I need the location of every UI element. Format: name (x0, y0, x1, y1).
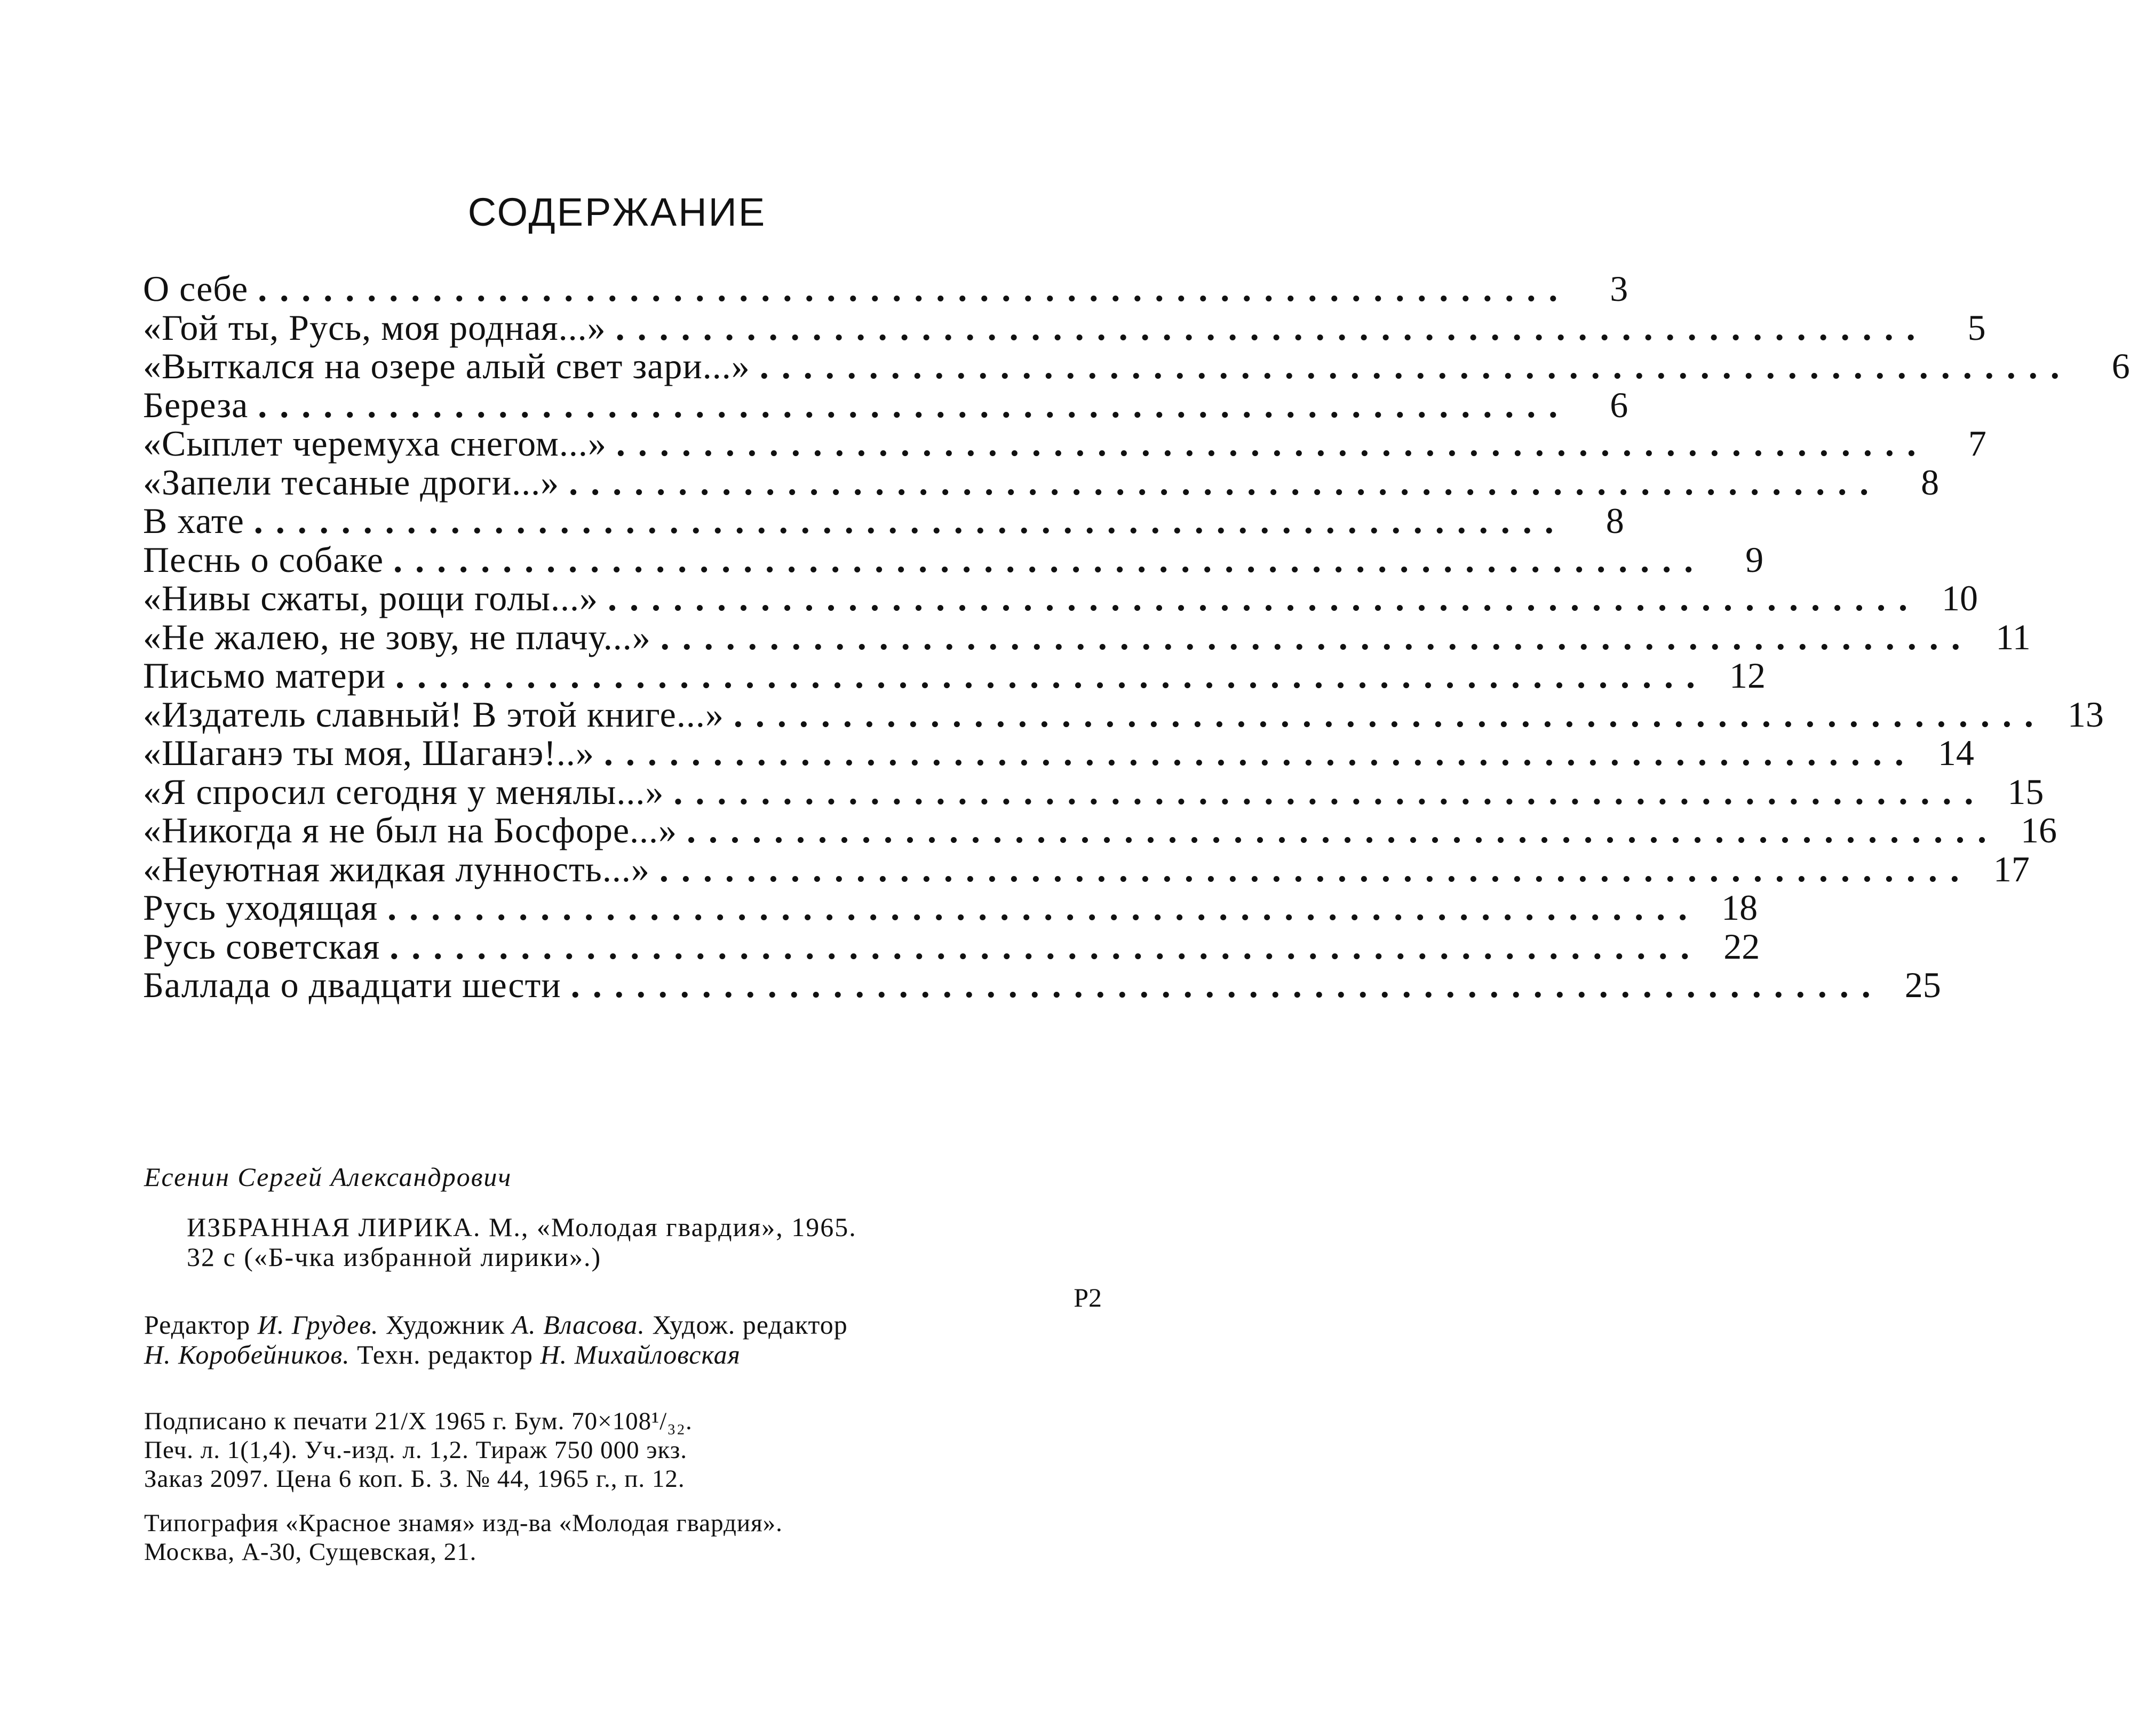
toc-entry-title: «Сыплет черемуха снегом...» (143, 423, 607, 464)
toc-dot-leader: ............................................................ (570, 965, 1883, 1005)
art-editor-name: Н. Коробейников. (144, 1340, 350, 1369)
toc-dot-leader: ............................................................ (395, 655, 1708, 696)
toc-entry-page: 13 (2067, 694, 2104, 735)
toc-entry-title: Песнь о собаке (143, 539, 384, 580)
print-info (144, 1407, 1104, 1493)
toc-entry-page: 8 (1921, 461, 1940, 503)
toc-entry-title: О себе (143, 268, 249, 309)
toc-dot-leader: ............................................................ (673, 771, 1986, 812)
toc-entry (143, 732, 1974, 773)
toc-dot-leader: ............................................................ (569, 461, 1882, 503)
toc-dot-leader: ............................................................ (607, 578, 1920, 618)
credits-line (144, 1310, 1104, 1340)
toc-entry-page: 16 (2021, 810, 2057, 850)
toc-entry-title: Русь советская (143, 926, 380, 967)
toc-entry-title: «Нивы сжаты, рощи голы...» (143, 578, 598, 618)
toc-entry-title: «Не жалею, не зову, не плачу...» (143, 616, 651, 657)
toc-entry-title: «Я спросил сегодня у менялы...» (143, 771, 664, 812)
toc-entry (143, 965, 1941, 1005)
tech-editor-name: Н. Михайловская (540, 1340, 741, 1369)
toc-entry-page: 5 (1967, 307, 1986, 348)
toc-entry (143, 307, 1986, 348)
toc-dot-leader: ............................................................ (393, 539, 1706, 580)
toc-dot-leader: ............................................................ (258, 384, 1571, 425)
credits (144, 1310, 1104, 1369)
toc-entry (143, 694, 2104, 735)
toc-entry-title: «Выткался на озере алый свет зари...» (143, 346, 750, 386)
toc-title: СОДЕРЖАНИЕ (467, 190, 767, 234)
bbk-code: Р2 (1074, 1283, 1102, 1312)
print-info-line: Подписано к печати 21/X 1965 г. Бум. 70×108¹/₃₂. (144, 1407, 693, 1435)
toc-entry-page: 6 (1610, 384, 1628, 425)
toc-entry-title: «Никогда я не был на Босфоре...» (143, 810, 677, 850)
editor-label: Редактор (144, 1310, 251, 1340)
print-info-line: Печ. л. 1(1,4). Уч.-изд. л. 1,2. Тираж 750 000 экз. (144, 1436, 688, 1464)
toc-entry (143, 384, 1628, 425)
toc-entry-title: Письмо матери (143, 655, 386, 696)
artist-label: Художник (386, 1310, 505, 1340)
press-info-line: Москва, А-30, Сущевская, 21. (144, 1538, 477, 1566)
book-description (187, 1212, 1094, 1272)
toc-entry-page: 10 (1941, 578, 1978, 618)
description-line: 32 с («Б-чка избранной лирики».) (187, 1242, 602, 1272)
toc-entry-page: 18 (1721, 887, 1758, 928)
toc-list (143, 268, 2130, 1005)
toc-dot-leader: ............................................................ (687, 810, 1999, 850)
description-line: ИЗБРАННАЯ ЛИРИКА. М., «Молодая гвардия», 1965. (187, 1212, 857, 1242)
toc-entry-page: 25 (1904, 965, 1941, 1005)
toc-entry-page: 12 (1729, 655, 1766, 696)
toc-dot-leader: ............................................................ (603, 732, 1917, 773)
art-editor-label: Худож. редактор (652, 1310, 848, 1340)
toc-entry-page: 3 (1610, 268, 1628, 309)
toc-entry-page: 9 (1745, 539, 1764, 580)
toc-dot-leader: ............................................................ (258, 268, 1571, 309)
toc-entry (143, 539, 1764, 580)
toc-entry (143, 926, 1760, 967)
credits-line (144, 1340, 1104, 1369)
toc-entry-title: Русь уходящая (143, 887, 378, 928)
toc-entry (143, 655, 1766, 696)
toc-entry-page: 8 (1606, 500, 1624, 541)
toc-dot-leader: ............................................................ (387, 887, 1700, 928)
toc-dot-leader: ............................................................ (733, 694, 2046, 735)
toc-entry (143, 500, 1624, 541)
toc-entry-page: 22 (1723, 926, 1760, 967)
press-info-line: Типография «Красное знамя» изд-ва «Молодая гвардия». (144, 1509, 783, 1537)
toc-entry-title: «Издатель славный! В этой книге...» (143, 694, 724, 735)
toc-entry-page: 14 (1937, 732, 1974, 773)
toc-entry (143, 810, 2057, 850)
toc-entry-page: 6 (2111, 346, 2130, 386)
toc-entry (143, 578, 1978, 618)
toc-entry (143, 268, 1628, 309)
toc-entry-title: «Гой ты, Русь, моя родная...» (143, 307, 606, 348)
toc-entry-title: Береза (143, 384, 249, 425)
toc-dot-leader: ............................................................ (390, 926, 1703, 967)
toc-entry-title: В хате (143, 500, 244, 541)
toc-entry-page: 7 (1968, 423, 1986, 464)
toc-entry (143, 616, 2031, 657)
tech-editor-label: Техн. редактор (357, 1340, 534, 1369)
toc-dot-leader: ............................................................ (659, 848, 1972, 889)
toc-entry (143, 423, 1986, 464)
toc-entry-page: 15 (2007, 771, 2044, 812)
artist-name: А. Власова. (512, 1310, 645, 1340)
toc-dot-leader: ............................................................ (253, 500, 1567, 541)
toc-entry (143, 461, 1940, 503)
toc-entry (143, 848, 2030, 889)
toc-entry-title: «Неуютная жидкая лунность...» (143, 848, 650, 889)
toc-entry-page: 17 (1993, 848, 2030, 889)
toc-entry (143, 346, 2130, 386)
toc-entry-title: «Шаганэ ты моя, Шаганэ!..» (143, 732, 594, 773)
print-info-line: Заказ 2097. Цена 6 коп. Б. З. № 44, 1965 г., п. 12. (144, 1465, 685, 1493)
toc-entry-title: Баллада о двадцати шести (143, 965, 561, 1005)
toc-dot-leader: ............................................................ (759, 346, 2072, 386)
author-name: Есенин Сергей Александрович (144, 1162, 512, 1192)
toc-dot-leader: ............................................................ (616, 423, 1929, 464)
toc-entry-page: 11 (1996, 616, 2031, 657)
toc-dot-leader: ............................................................ (615, 307, 1928, 348)
editor-name: И. Грудев. (257, 1310, 379, 1340)
toc-entry (143, 771, 2044, 812)
toc-dot-leader: ............................................................ (660, 616, 1973, 657)
press-info (144, 1509, 1104, 1566)
toc-entry (143, 887, 1758, 928)
toc-entry-title: «Запели тесаные дроги...» (143, 461, 560, 503)
